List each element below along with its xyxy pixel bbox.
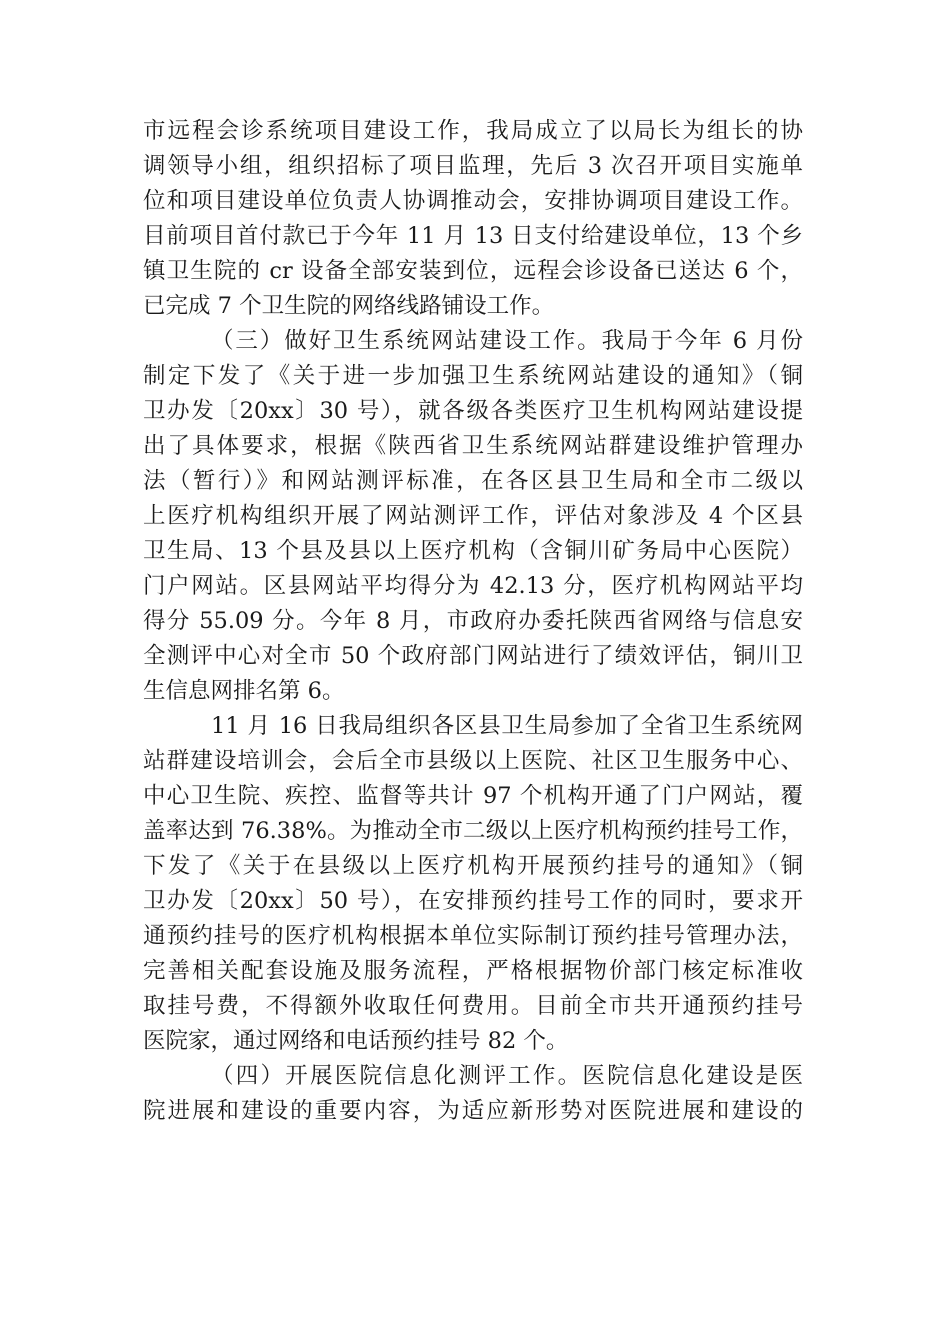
paragraph-hospital-informatization <box>143 1059 803 1129</box>
text-line: 卫办发〔20xx〕30 号），就各级各类医疗卫生机构网站建设提 <box>143 398 803 424</box>
text-line: 盖率达到 76.38%。为推动全市二级以上医疗机构预约挂号工作， <box>143 818 803 844</box>
text-line: 卫生局、13 个县及县以上医疗机构（含铜川矿务局中心医院） <box>143 538 803 564</box>
text-line: 门户网站。区县网站平均得分为 42.13 分，医疗机构网站平均 <box>143 573 803 599</box>
paragraph-appointment-registration <box>143 709 803 1059</box>
paragraph-website-construction <box>143 324 803 709</box>
text-line: 已完成 7 个卫生院的网络线路铺设工作。 <box>143 293 555 319</box>
text-line: 中心卫生院、疾控、监督等共计 97 个机构开通了门户网站，覆 <box>143 783 803 809</box>
section-heading-line: （三）做好卫生系统网站建设工作。我局于今年 6 月份 <box>211 328 803 354</box>
text-line: 法（暂行）》和网站测评标准，在各区县卫生局和全市二级以 <box>143 468 803 494</box>
text-line: 得分 55.09 分。今年 8 月，市政府办委托陕西省网络与信息安 <box>143 608 803 634</box>
document-body <box>143 114 803 1129</box>
paragraph-remote-consultation <box>143 114 803 324</box>
text-line: 出了具体要求，根据《陕西省卫生系统网站群建设维护管理办 <box>143 433 803 459</box>
text-line: 位和项目建设单位负责人协调推动会，安排协调项目建设工作。 <box>143 188 803 214</box>
text-line: 卫办发〔20xx〕50 号），在安排预约挂号工作的同时，要求开 <box>143 888 803 914</box>
text-line: 调领导小组，组织招标了项目监理，先后 3 次召开项目实施单 <box>143 153 803 179</box>
text-line: 上医疗机构组织开展了网站测评工作，评估对象涉及 4 个区县 <box>143 503 803 529</box>
text-line: 11 月 16 日我局组织各区县卫生局参加了全省卫生系统网 <box>211 713 803 739</box>
text-line: 站群建设培训会，会后全市县级以上医院、社区卫生服务中心、 <box>143 748 803 774</box>
text-line: 医院家，通过网络和电话预约挂号 82 个。 <box>143 1028 569 1054</box>
text-line: 院进展和建设的重要内容，为适应新形势对医院进展和建设的 <box>143 1098 803 1124</box>
text-line: 取挂号费，不得额外收取任何费用。目前全市共开通预约挂号 <box>143 993 803 1019</box>
text-line: 通预约挂号的医疗机构根据本单位实际制订预约挂号管理办法， <box>143 923 803 949</box>
text-line: 全测评中心对全市 50 个政府部门网站进行了绩效评估，铜川卫 <box>143 643 803 669</box>
text-line: 目前项目首付款已于今年 11 月 13 日支付给建设单位，13 个乡 <box>143 223 803 249</box>
text-line: 完善相关配套设施及服务流程，严格根据物价部门核定标准收 <box>143 958 803 984</box>
text-line: 生信息网排名第 6。 <box>143 678 345 704</box>
text-line: 镇卫生院的 cr 设备全部安装到位，远程会诊设备已送达 6 个， <box>143 258 803 284</box>
section-heading-line: （四）开展医院信息化测评工作。医院信息化建设是医 <box>211 1063 803 1089</box>
text-line: 市远程会诊系统项目建设工作，我局成立了以局长为组长的协 <box>143 118 803 144</box>
text-line: 制定下发了《关于进一步加强卫生系统网站建设的通知》（铜 <box>143 363 803 389</box>
text-line: 下发了《关于在县级以上医疗机构开展预约挂号的通知》（铜 <box>143 853 803 879</box>
